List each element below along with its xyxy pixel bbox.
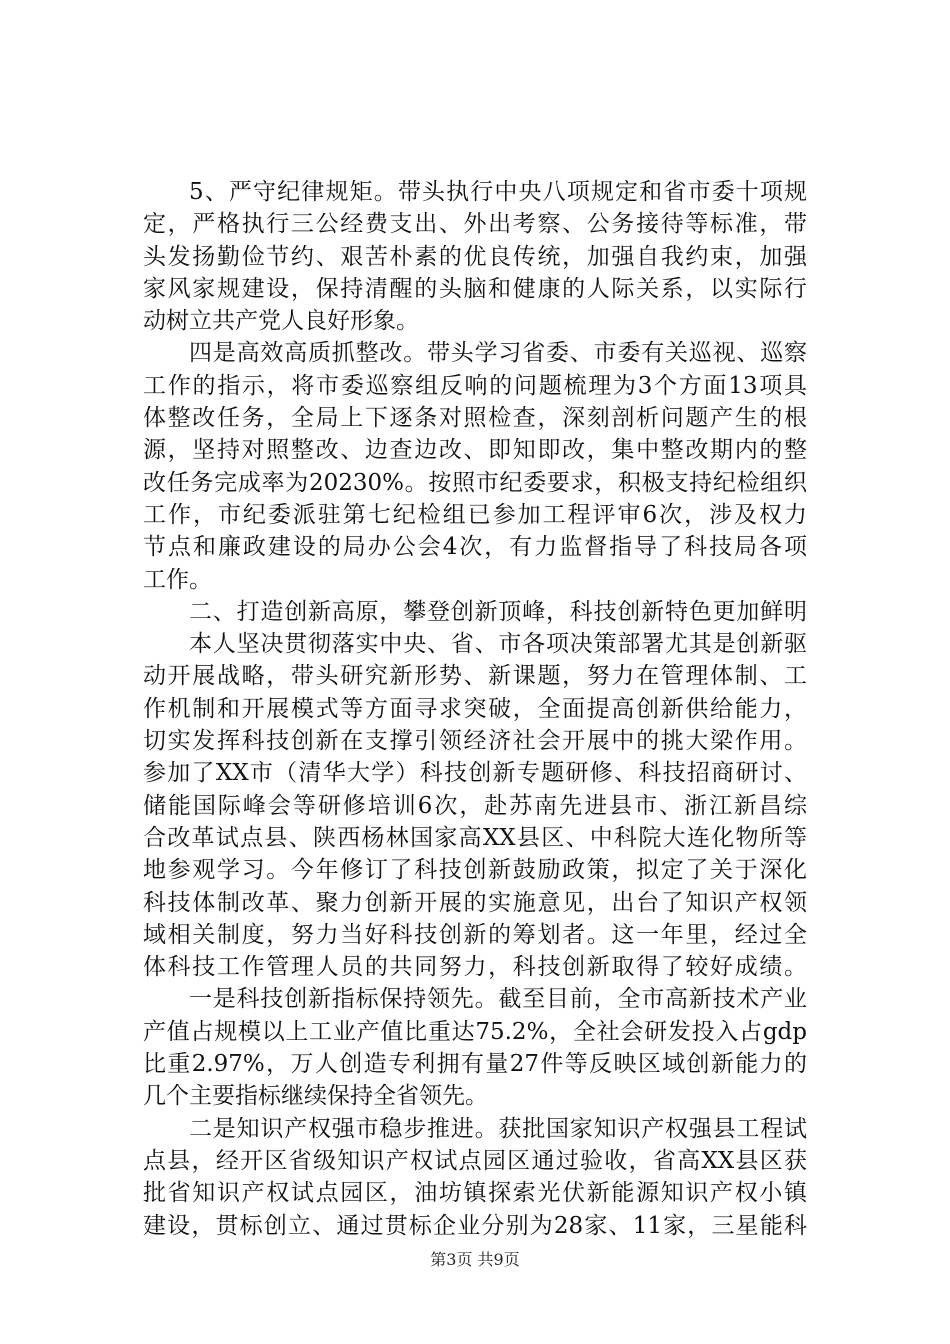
text-line: 工作的指示，将市委巡察组反响的问题梳理为3个方面13项具 (143, 372, 807, 399)
text-line: 体科技工作管理人员的共同努力，科技创新取得了较好成绩。 (143, 954, 807, 981)
text-line: 工作。 (143, 566, 212, 593)
text-line: 地参观学习。今年修订了科技创新鼓励政策，拟定了关于深化 (143, 857, 807, 884)
text-line: 批省知识产权试点园区，油坊镇探索光伏新能源知识产权小镇 (143, 1180, 807, 1207)
text-line: 改任务完成率为20230%。按照市纪委要求，积极支持纪检组织 (143, 469, 807, 496)
document-body (143, 176, 807, 1242)
text-line: 参加了XX市（清华大学）科技创新专题研修、科技招商研讨、 (143, 760, 807, 787)
text-line: 几个主要指标继续保持全省领先。 (143, 1083, 488, 1110)
text-line: 合改革试点县、陕西杨林国家高XX县区、中科院大连化物所等 (143, 824, 807, 851)
text-line: 产值占规模以上工业产值比重达75.2%，全社会研发投入占gdp (143, 1018, 807, 1045)
text-line: 储能国际峰会等研修培训6次，赴苏南先进县市、浙江新昌综 (143, 792, 807, 819)
text-line: 建设，贯标创立、通过贯标企业分别为28家、11家，三星能科 (143, 1212, 807, 1239)
text-line: 本人坚决贯彻落实中央、省、市各项决策部署尤其是创新驱 (189, 631, 807, 658)
text-line: 二是知识产权强市稳步推进。获批国家知识产权强县工程试 (189, 1115, 807, 1142)
text-line: 5、严守纪律规矩。带头执行中央八项规定和省市委十项规 (189, 179, 807, 205)
text-line: 点县，经开区省级知识产权试点园区通过验收，省高XX县区获 (143, 1147, 807, 1174)
page-number-footer: 第3页 共9页 (430, 1250, 520, 1269)
text-line: 体整改任务，全局上下逐条对照检查，深刻剖析问题产生的根 (143, 405, 807, 432)
text-line: 动开展战略，带头研究新形势、新课题，努力在管理体制、工 (143, 663, 807, 690)
text-line: 比重2.97%，万人创造专利拥有量27件等反映区域创新能力的 (143, 1051, 807, 1078)
text-line: 节点和廉政建设的局办公会4次，有力监督指导了科技局各项 (143, 534, 807, 561)
text-line: 头发扬勤俭节约、艰苦朴素的优良传统，加强自我约束，加强 (143, 243, 807, 270)
text-line: 源，坚持对照整改、边查边改、即知即改，集中整改期内的整 (143, 437, 807, 464)
text-line: 工作，市纪委派驻第七纪检组已参加工程评审6次，涉及权力 (143, 501, 807, 528)
text-line: 家风家规建设，保持清醒的头脑和健康的人际关系，以实际行 (143, 275, 807, 302)
text-line: 科技体制改革、聚力创新开展的实施意见，出台了知识产权领 (143, 889, 807, 916)
text-line: 四是高效高质抓整改。带头学习省委、市委有关巡视、巡察 (189, 340, 807, 367)
text-line: 一是科技创新指标保持领先。截至目前，全市高新技术产业 (189, 986, 807, 1013)
text-line: 作机制和开展模式等方面寻求突破，全面提高创新供给能力， (143, 695, 807, 722)
text-line: 定，严格执行三公经费支出、外出考察、公务接待等标准，带 (143, 211, 807, 238)
text-line: 切实发挥科技创新在支撑引领经济社会开展中的挑大梁作用。 (143, 728, 807, 755)
text-line: 动树立共产党人良好形象。 (143, 308, 419, 335)
text-line: 域相关制度，努力当好科技创新的筹划者。这一年里，经过全 (143, 921, 807, 948)
text-line: 二、打造创新高原，攀登创新顶峰，科技创新特色更加鲜明 (189, 598, 807, 625)
